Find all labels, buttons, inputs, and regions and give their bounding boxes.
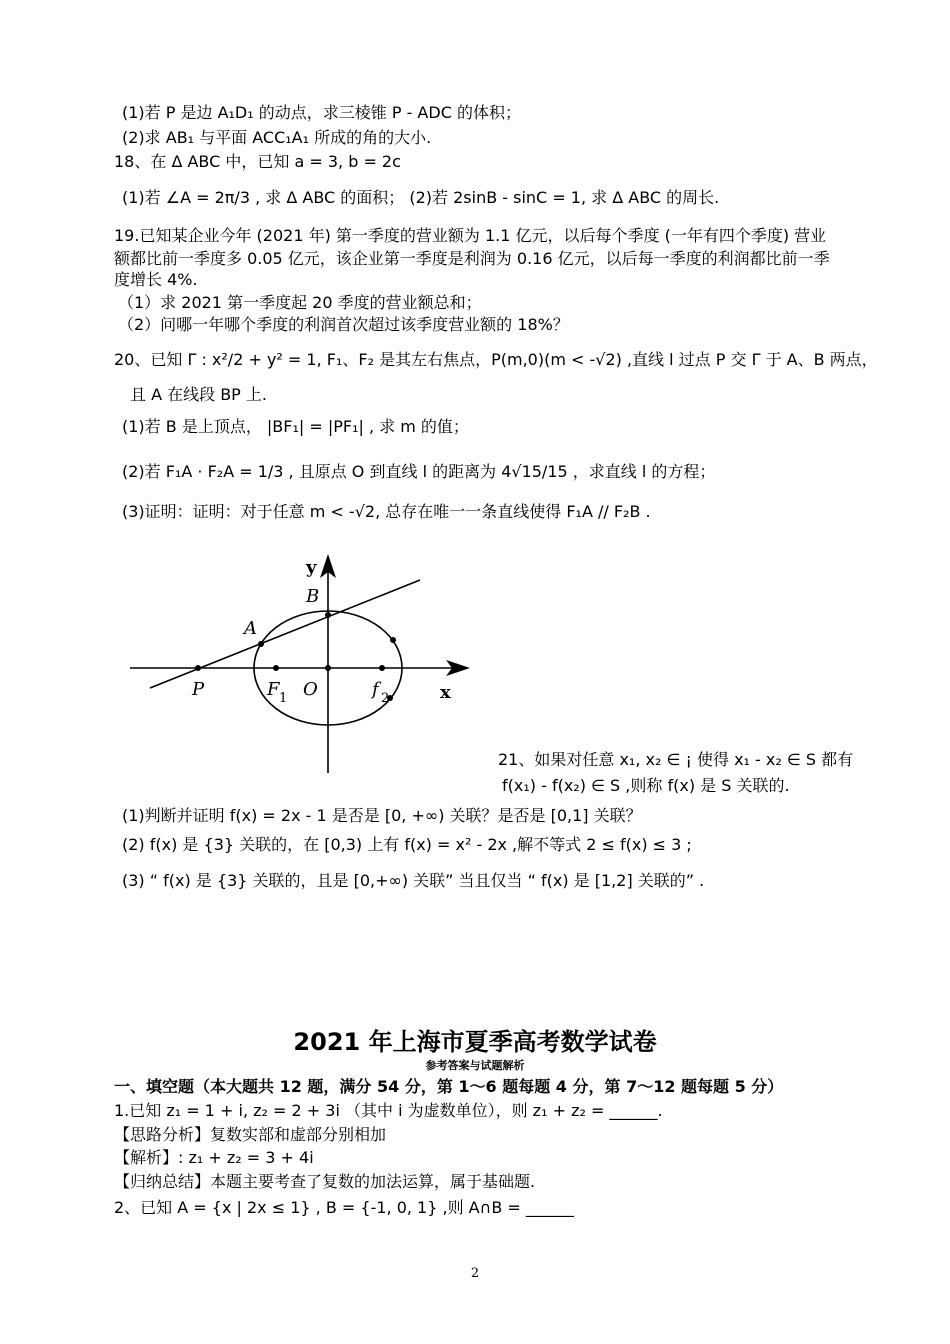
text-line: (2) f(x) 是 {3} 关联的，在 [0,3) 上有 f(x) = x² - 2x ,解不等式 2 ≤ f(x) ≤ 3 ; [122,835,692,854]
point-P [195,665,201,671]
label-A: A [244,618,257,639]
section-heading: 一、填空题（本大题共 12 题，满分 54 分，第 1～6 题每题 4 分，第 7～12 题每题 5 分） [114,1077,784,1096]
text-line: （1）求 2021 第一季度起 20 季度的营业额总和； [118,293,482,312]
point-O [325,665,331,671]
text-line: (1)若 ∠A = 2π/3 , 求 Δ ABC 的面积； (2)若 2sinB - sinC = 1, 求 Δ ABC 的周长. [122,188,720,207]
point-A [258,641,264,647]
text-line: (3) “ f(x) 是 {3} 关联的，且是 [0,+∞) 关联” 当且仅当 “ f(x) 是 [1,2] 关联的” . [122,871,705,890]
point-F1 [273,665,279,671]
text-line: 18、在 Δ ABC 中，已知 a = 3, b = 2c [114,152,401,171]
page-number: 2 [470,1266,480,1281]
text-line: 1.已知 z₁ = 1 + i, z₂ = 2 + 3i （其中 i 为虚数单位），则 z₁ + z₂ = ______. [114,1101,663,1120]
text-line: (2)若 F₁A · F₂A = 1/3 , 且原点 O 到直线 l 的距离为 4√15/15 ，求直线 l 的方程； [122,462,716,481]
text-line: 20、已知 Γ : x²/2 + y² = 1, F₁、F₂ 是其左右焦点，P(m,0)(m < -√2) ,直线 l 过点 P 交 Γ 于 A、B 两点， [114,350,878,369]
label-P: P [192,679,205,700]
text-line: 额都比前一季度多 0.05 亿元，该企业第一季度是利润为 0.16 亿元，以后每一季度的利润都比前一季 [114,249,830,268]
label-F2-sub: 2 [381,691,390,706]
text-line: (2)求 AB₁ 与平面 ACC₁A₁ 所成的角的大小. [122,128,432,147]
x-axis-label: x [440,682,451,703]
text-line: 【归纳总结】本题主要考查了复数的加法运算，属于基础题. [114,1172,536,1191]
label-F1-sub: 1 [279,691,288,706]
label-F2: f [372,679,379,700]
label-F1: F [267,679,280,700]
text-line: (1)若 P 是边 A₁D₁ 的动点，求三棱锥 P - ADC 的体积； [122,103,521,122]
label-O: O [303,679,318,700]
text-line: 且 A 在线段 BP 上. [130,385,268,404]
label-B: B [306,586,320,607]
text-line: 【解析】: z₁ + z₂ = 3 + 4i [114,1148,314,1167]
text-line: 度增长 4%. [114,270,198,289]
point-B [325,612,331,618]
text-line: f(x₁) - f(x₂) ∈ S ,则称 f(x) 是 S 关联的. [502,776,790,795]
line-l [150,580,420,688]
y-axis-label: y [306,557,317,578]
text-line: (3)证明：证明：对于任意 m < -√2, 总存在唯一一条直线使得 F₁A // F₂B . [122,502,651,521]
text-line: 2、已知 A = {x | 2x ≤ 1} , B = {-1, 0, 1} ,则 A∩B = ______ [114,1198,574,1217]
text-line: 19.已知某企业今年 (2021 年) 第一季度的营业额为 1.1 亿元，以后每个季度 (一年有四个季度) 营业 [114,226,827,245]
exam-subtitle: 参考答案与试题解析 [425,1059,525,1072]
text-line: (1)判断并证明 f(x) = 2x - 1 是否是 [0, +∞) 关联？是否是 [0,1] 关联？ [122,806,642,825]
point-ellipse-1 [390,637,396,643]
exam-title: 2021 年上海市夏季高考数学试卷 [293,1028,657,1056]
ellipse-figure [120,548,480,778]
point-F2 [379,665,385,671]
text-line: （2）问哪一年哪个季度的利润首次超过该季度营业额的 18%？ [118,315,569,334]
text-line: 【思路分析】复数实部和虚部分别相加 [114,1125,387,1144]
text-line: 21、如果对任意 x₁, x₂ ∈ ¡ 使得 x₁ - x₂ ∈ S 都有 [498,750,854,769]
text-line: (1)若 B 是上顶点， |BF₁| = |PF₁| , 求 m 的值； [122,417,469,436]
